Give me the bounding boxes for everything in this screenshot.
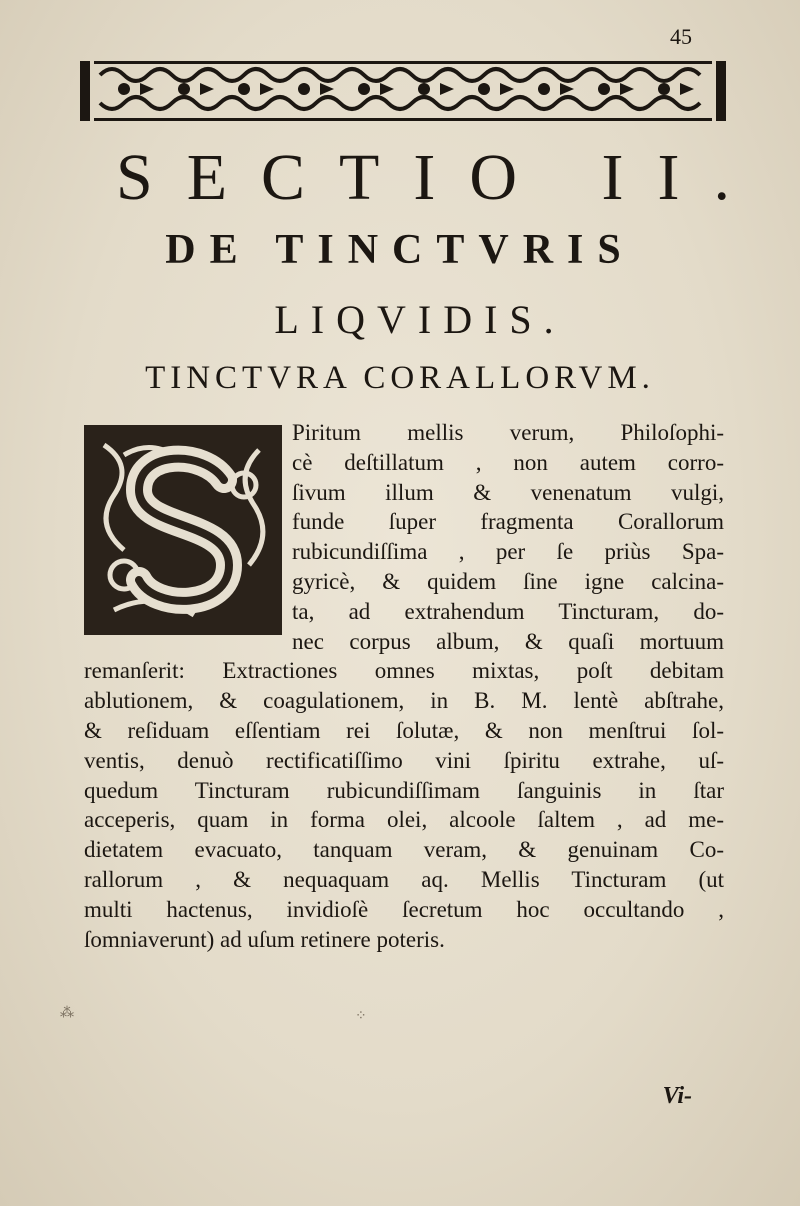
text-line: funde ſuper fragmenta Corallorum (292, 509, 724, 535)
text-line: acceperis, quam in forma olei, alcoole ſaltem , ad me- (84, 807, 724, 833)
catchword: Vi- (662, 1083, 692, 1109)
text-line: ablutionem, & coagulationem, in B. M. lentè abſtrahe, (84, 688, 724, 714)
text-line: & reſiduam eſſentiam rei ſolutæ, & non menſtrui ſol- (84, 717, 724, 743)
text-line: ſomniaverunt) ad uſum retinere poteris. (84, 926, 445, 952)
text-line: remanſerit: Extractiones omnes mixtas, poſt debitam (84, 658, 724, 684)
body-text (84, 418, 724, 954)
text-line: nec corpus album, & quaſi mortuum (292, 628, 724, 654)
section-title: SECTIO II. (116, 141, 764, 214)
section-subtitle-continued: LIQVIDIS. (274, 297, 566, 342)
ink-smudge: ⁂ (60, 1006, 74, 1021)
headpiece-ornament-icon (80, 55, 726, 125)
text-line: cè deſtillatum , non autem corro- (292, 449, 724, 475)
text-line: rubicundiſſima , per ſe priùs Spa- (292, 539, 724, 565)
ink-smudge: ⁘ (355, 1009, 367, 1024)
text-line: rallorum , & nequaquam aq. Mellis Tincturam (ut (84, 866, 724, 892)
section-subtitle: DE TINCTVRIS (165, 227, 635, 273)
text-line: multi hactenus, invidioſè ſecretum hoc occultando , (84, 896, 724, 922)
text-line: dietatem evacuato, tanquam veram, & genuinam Co- (84, 837, 724, 863)
text-line: Piritum mellis verum, Philoſophi- (292, 420, 724, 445)
text-line: ſivum illum & venenatum vulgi, (292, 479, 724, 505)
text-line: ventis, denuò rectificatiſſimo vini ſpiritu extrahe, uſ- (84, 747, 724, 773)
text-line: gyricè, & quidem ſine igne calcina- (292, 568, 724, 594)
text-line: quedum Tincturam rubicundiſſimam ſanguinis in ſtar (84, 777, 724, 803)
text-line: ta, ad extrahendum Tincturam, do- (292, 598, 724, 624)
chapter-heading: TINCTVRA CORALLORVM. (145, 360, 655, 396)
page-number: 45 (670, 24, 692, 49)
